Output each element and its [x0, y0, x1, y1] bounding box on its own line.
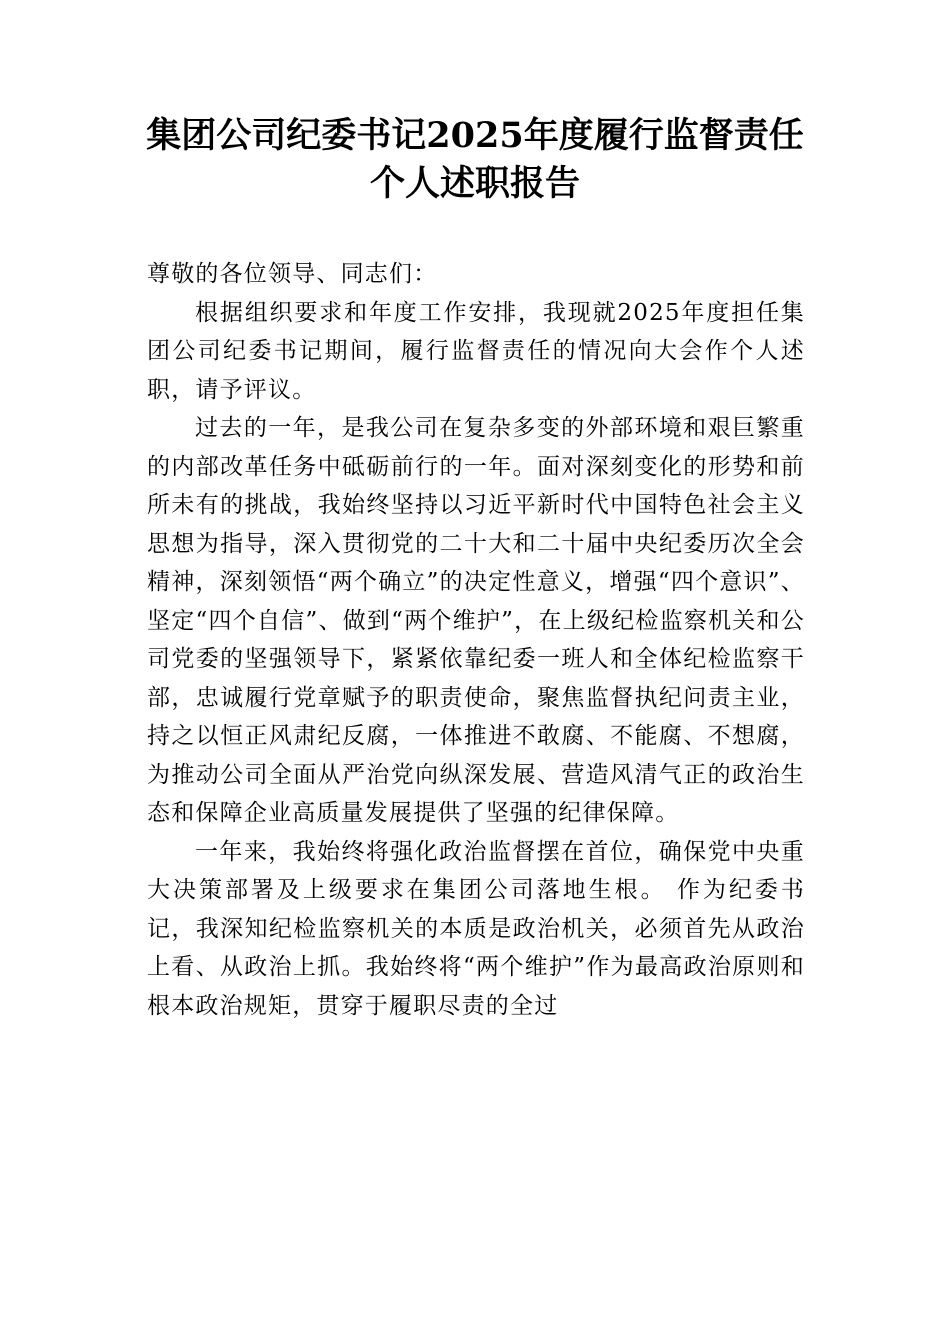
- paragraph-2: 过去的一年，是我公司在复杂多变的外部环境和艰巨繁重的内部改革任务中砥砺前行的一年。面对深刻变化的形势和前所未有的挑战，我始终坚持以习近平新时代中国特色社会主义思想为指导，深入贯彻党的二十大和二十届中央纪委历次全会精神，深刻领悟“两个确立”的决定性意义，增强“四个意识”、坚定“四个自信”、做到“两个维护”，在上级纪检监察机关和公司党委的坚强领导下，紧紧依靠纪委一班人和全体纪检监察干部，忠诚履行党章赋予的职责使命，聚焦监督执纪问责主业，持之以恒正风肃纪反腐，一体推进不敢腐、不能腐、不想腐，为推动公司全面从严治党向纵深发展、营造风清气正的政治生态和保障企业高质量发展提供了坚强的纪律保障。: [147, 415, 805, 826]
- page-title: [140, 112, 810, 208]
- paragraph-3: 一年来，我始终将强化政治监督摆在首位，确保党中央重大决策部署及上级要求在集团公司落地生根。 作为纪委书记，我深知纪检监察机关的本质是政治机关，必须首先从政治上看、从政治上抓。我始终将“两个维护”作为最高政治原则和根本政治规矩，贯穿于履职尽责的全过: [147, 838, 805, 1019]
- salutation: 尊敬的各位领导、同志们：: [147, 261, 438, 287]
- document-body: [147, 255, 805, 1025]
- title-line-2: 个人述职报告: [369, 163, 580, 204]
- paragraph-1: 根据组织要求和年度工作安排，我现就2025年度担任集团公司纪委书记期间，履行监督责任的情况向大会作个人述职，请予评议。: [147, 299, 805, 403]
- title-line-1: 集团公司纪委书记2025年度履行监督责任: [146, 115, 804, 156]
